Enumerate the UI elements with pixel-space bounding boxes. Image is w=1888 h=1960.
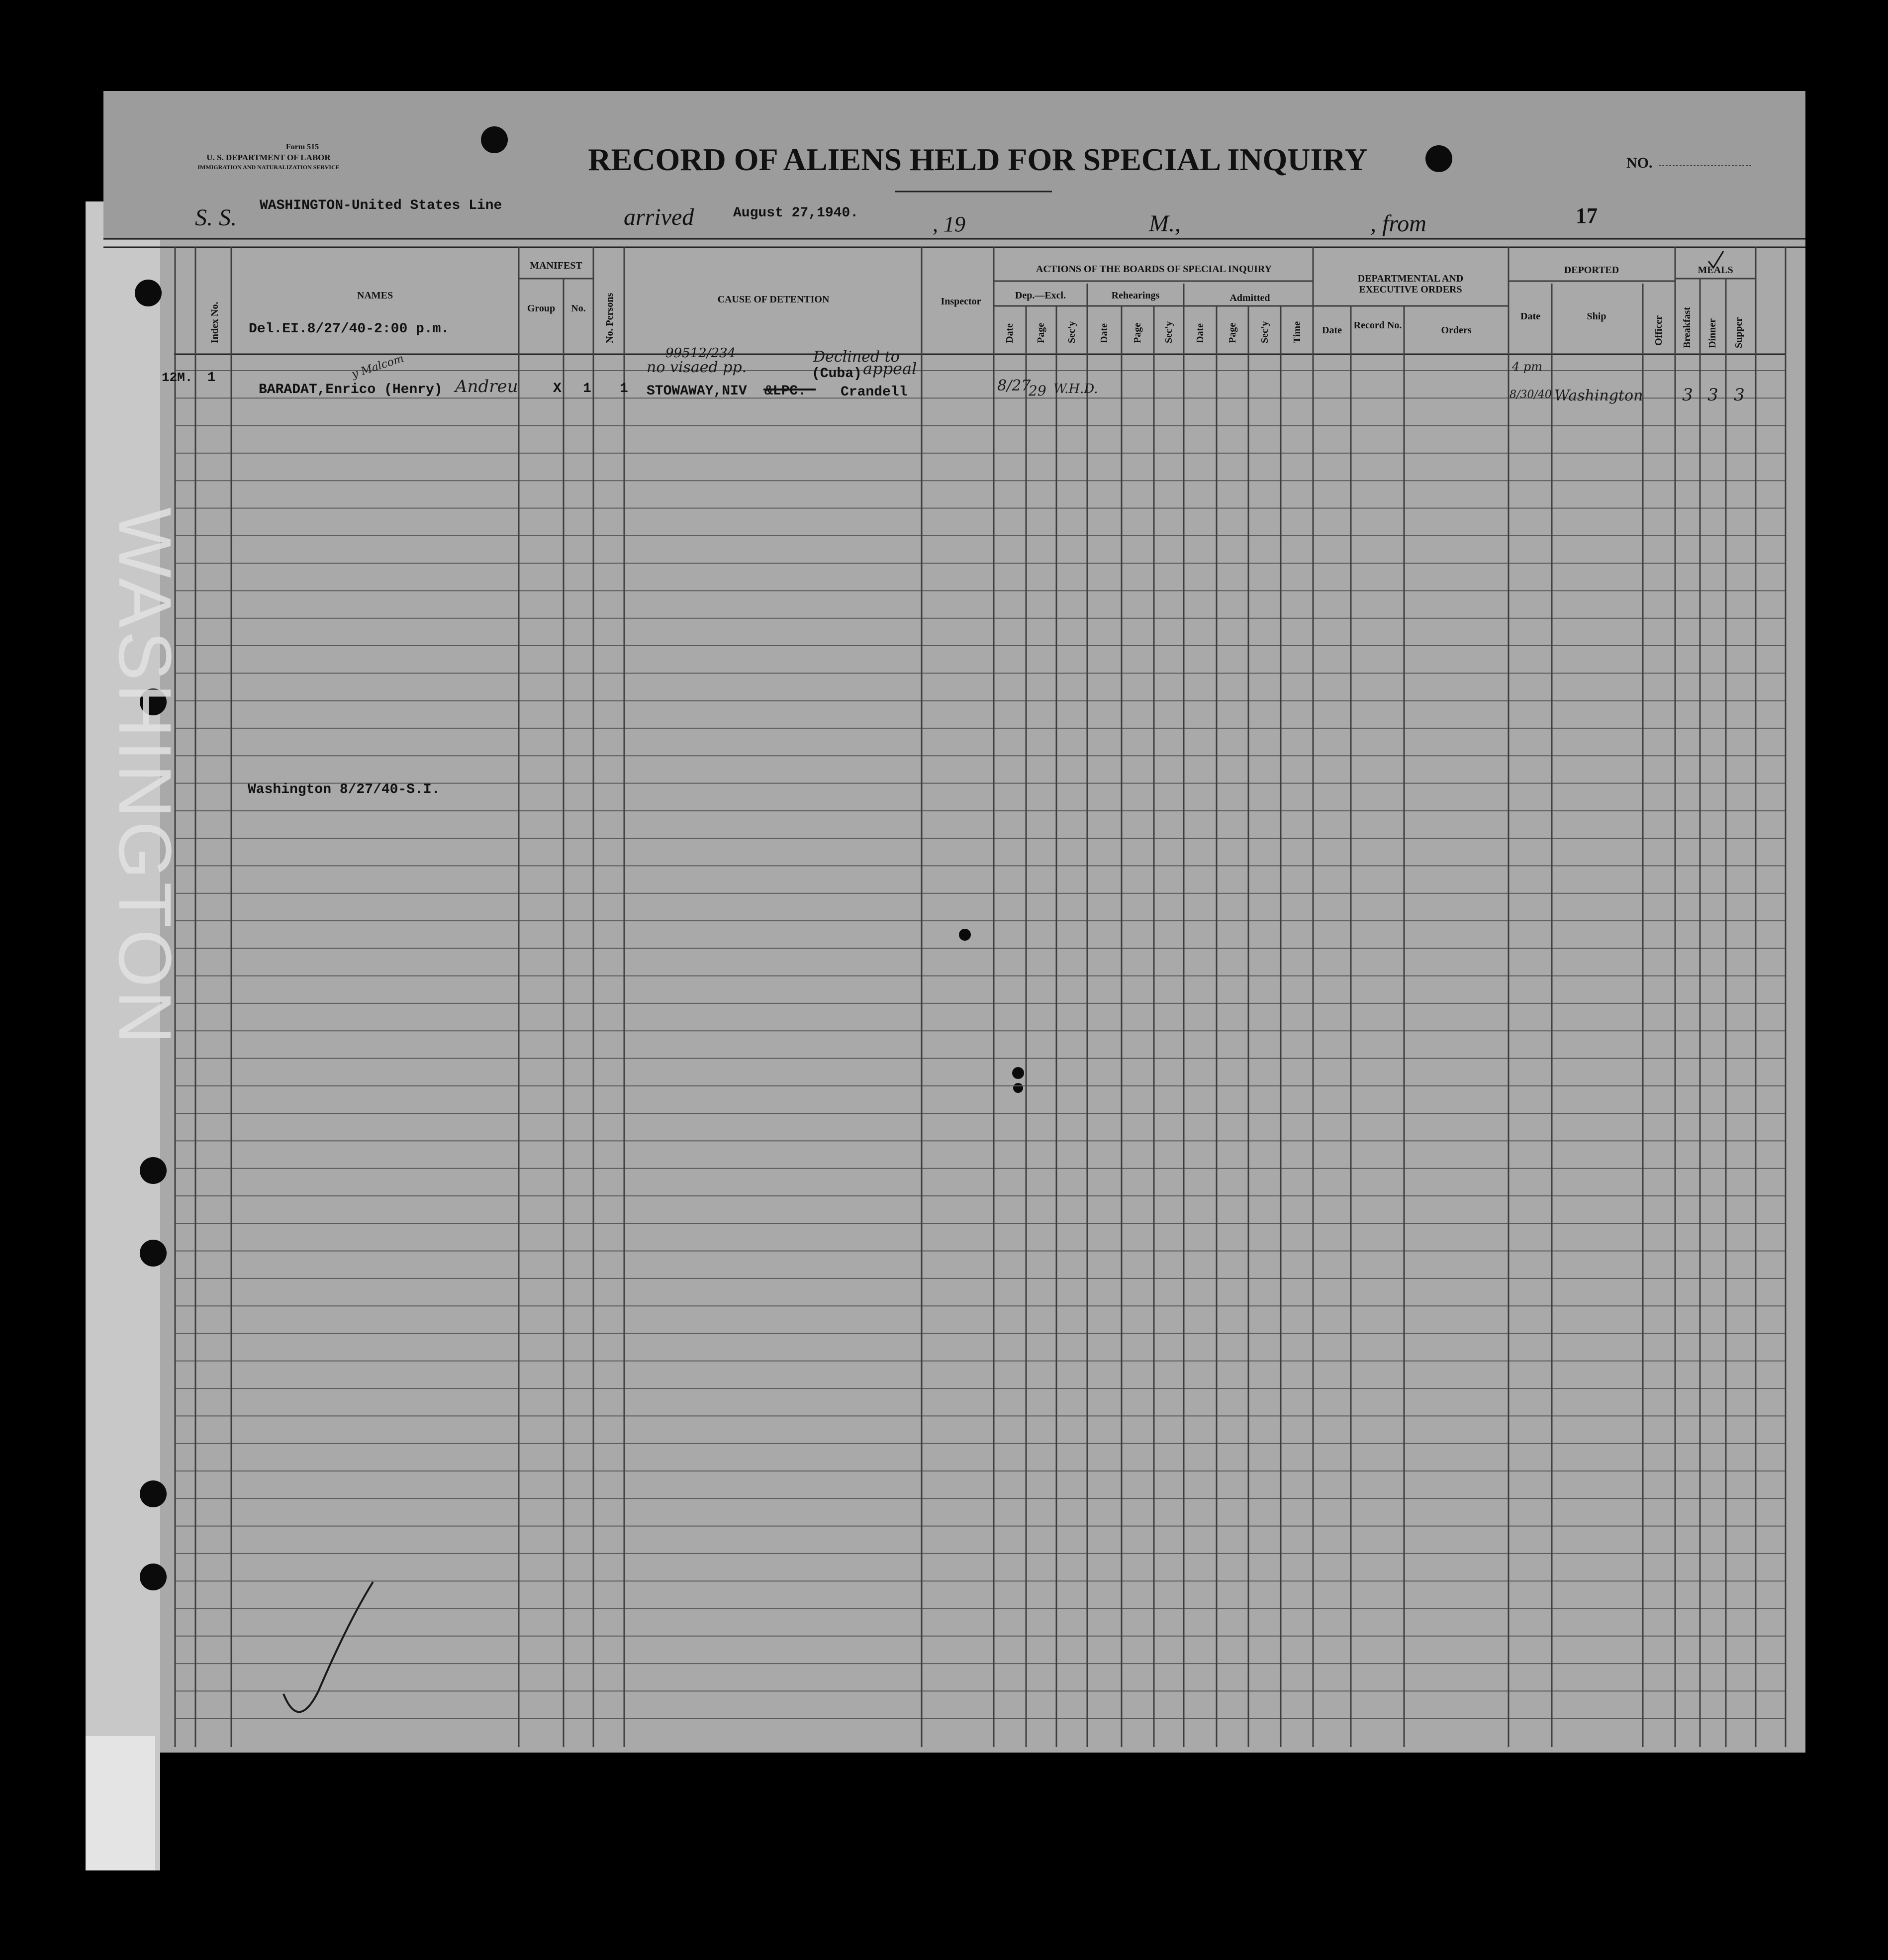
col-manifest-no: No. [571,303,586,314]
binding-tab [86,1736,155,1870]
meal-breakfast: 3 [1682,385,1693,405]
col-dep-date: Date [1004,323,1015,343]
col-meals: MEALS [1698,265,1733,276]
arrived-label: arrived [624,204,694,230]
arrival-date: August 27,1940. [733,205,859,221]
col-manifest: MANIFEST [530,260,582,271]
col-orders-date: Date [1322,325,1342,336]
col-officer: Officer [1653,315,1664,346]
department-name: U. S. DEPARTMENT OF LABOR [206,153,331,162]
col-adm-date: Date [1195,323,1206,343]
alien-name-hand: Andreu [455,377,518,396]
form-number: Form 515 [285,143,319,151]
col-breakfast: Breakfast [1682,307,1693,348]
paper-sheet [103,91,1805,1753]
deported-time: 4 pm [1512,360,1543,374]
col-re-date: Date [1099,323,1110,343]
col-adm-time: Time [1292,321,1303,343]
deported-ship: Washington [1554,387,1643,404]
dep-secy: W.H.D. [1053,382,1098,396]
manifest-group: X [553,381,562,396]
form-title: RECORD OF ALIENS HELD FOR SPECIAL INQUIRY [588,142,1368,177]
col-dinner: Dinner [1707,318,1718,348]
col-dept-orders-2: EXECUTIVE ORDERS [1359,284,1462,295]
meal-dinner: 3 [1707,385,1718,405]
col-orders: Orders [1441,325,1472,336]
dep-page: 29 [1029,383,1046,399]
year-label: , 19 [933,212,965,236]
dep-date: 8/27 [997,377,1031,394]
col-dep-excl: Dep.—Excl. [1015,290,1066,301]
from-value: 17 [1576,203,1598,228]
entry-index: 1 [207,370,216,386]
col-no-persons: No. Persons [604,293,615,343]
col-cause: CAUSE OF DETENTION [717,294,830,305]
no-persons: 1 [620,381,628,396]
m-label: M., [1149,210,1181,237]
col-dep-secy: Sec'y [1066,321,1077,343]
time-marker: 12M. [162,370,193,385]
col-admitted: Admitted [1229,293,1270,303]
manifest-no: 1 [583,381,591,396]
cause-suffix: (Cuba) [812,366,862,382]
cause-hand-2: Declined to [813,348,900,366]
col-re-page: Page [1132,322,1143,343]
cause-hand-3: appeal [863,359,917,378]
col-index-no: Index No. [209,301,220,343]
cause-hand-top: 99512/234 [665,346,736,361]
cause: STOWAWAY,NIV [647,384,747,399]
meal-supper: 3 [1734,385,1745,405]
from-label: , from [1370,210,1426,237]
col-adm-page: Page [1227,322,1238,343]
service-name: IMMIGRATION AND NATURALIZATION SERVICE [197,164,340,171]
col-actions: ACTIONS OF THE BOARDS OF SPECIAL INQUIRY [1036,264,1272,275]
ss-label: S. S. [195,204,237,231]
inspector-name: Crandell [841,385,908,400]
col-record-no: Record No. [1353,320,1402,331]
margin-stamp: WASHINGTON [103,507,187,1048]
cause-struck: &LPC. [764,384,807,399]
deported-date: 8/30/40 [1510,389,1552,401]
cause-hand: no visaed pp. [647,359,747,376]
delivery-note: Del.EI.8/27/40-2:00 p.m. [249,321,450,337]
col-deported-ship: Ship [1587,311,1606,322]
alien-name: BARADAT,Enrico (Henry) [259,382,443,397]
ship-line: WASHINGTON-United States Line [260,198,502,213]
col-dept-orders-1: DEPARTMENTAL AND [1357,273,1464,284]
col-rehearings: Rehearings [1111,290,1160,301]
col-inspector: Inspector [941,296,981,307]
col-dep-page: Page [1036,322,1046,343]
footer-note: Washington 8/27/40-S.I. [248,782,440,797]
col-deported-date: Date [1520,311,1540,322]
col-re-secy: Sec'y [1163,321,1174,343]
col-names: NAMES [357,290,393,301]
col-deported: DEPORTED [1564,265,1619,276]
number-label: NO. [1626,155,1653,171]
col-supper: Supper [1733,317,1744,348]
col-group: Group [527,303,556,314]
col-adm-secy: Sec'y [1259,321,1270,343]
alien-name-above: y Malcom [350,352,406,381]
